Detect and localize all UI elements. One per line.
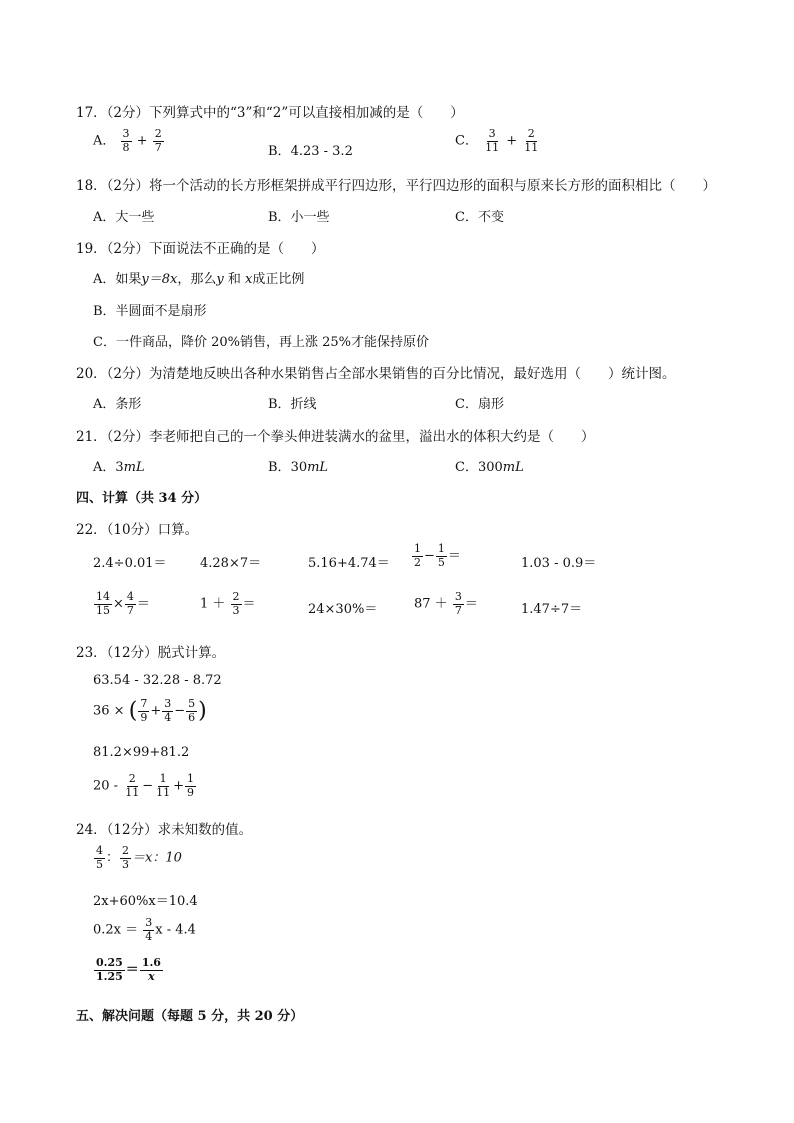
q20-option-c: C．扇形 bbox=[455, 397, 504, 412]
q22-item: $\frac{1}{2}$ − $\frac{1}{5}$ ＝ bbox=[414, 542, 461, 569]
q22-item: 87 ＋ $\frac{3}{7}$ ＝ bbox=[414, 590, 478, 617]
q22-item: 4.28×7＝ bbox=[200, 556, 262, 571]
q17-option-a: A． $\frac{3}{8}$ + $\frac{2}{7}$ bbox=[93, 127, 162, 154]
q20-option-b: B．折线 bbox=[268, 397, 317, 412]
q22-stem: 22．（10分）口算。 bbox=[76, 522, 199, 538]
q19-option-c: C．一件商品，降价 20%销售，再上涨 25%才能保持原价 bbox=[93, 335, 430, 350]
q21-option-a: A．3mL bbox=[93, 460, 145, 475]
q21-option-b: B．30mL bbox=[268, 460, 329, 475]
section-heading-calculation: 四、计算（共 34 分） bbox=[76, 491, 208, 506]
q20-stem: 20．（2分）为清楚地反映出各种水果销售占全部水果销售的百分比情况，最好选用（ ）统计图。 bbox=[76, 366, 676, 382]
q23-expression: 81.2×99+81.2 bbox=[93, 745, 190, 760]
q23-expression: 20 - $\frac{2}{11}$ − $\frac{1}{11}$ + $\frac{1}{9}$ bbox=[93, 772, 195, 799]
q21-option-c: C．300mL bbox=[455, 460, 524, 475]
q22-item: 1 ＋ $\frac{2}{3}$ ＝ bbox=[200, 590, 256, 617]
q18-option-a: A．大一些 bbox=[93, 210, 155, 225]
q21-stem: 21．（2分）李老师把自己的一个拳头伸进装满水的盆里，溢出水的体积大约是（ ） bbox=[76, 429, 595, 445]
q19-option-b: B．半圆面不是扇形 bbox=[93, 304, 207, 319]
q18-option-c: C．不变 bbox=[455, 210, 504, 225]
q22-item: $\frac{14}{15}$ × $\frac{4}{7}$ ＝ bbox=[96, 590, 150, 617]
q24-equation: $\frac{4}{5}$ ： $\frac{2}{3}$ ＝x：10 bbox=[96, 844, 182, 871]
q24-equation: 2x+60%x＝10.4 bbox=[93, 894, 198, 909]
q22-item: 24×30%＝ bbox=[308, 602, 378, 617]
q19-option-a: A．如果y＝8x，那么y 和 x成正比例 bbox=[93, 272, 305, 287]
q17-stem: 17．（2分）下列算式中的“3”和“2”可以直接相加减的是（ ） bbox=[76, 105, 464, 121]
q22-item: 1.47÷7＝ bbox=[521, 602, 583, 617]
q23-expression: 36 × ( $\frac{7}{9}$ + $\frac{3}{4}$ − $\frac{5}{6}$ ) bbox=[93, 697, 207, 724]
q18-option-b: B．小一些 bbox=[268, 210, 330, 225]
q24-equation: 0.2x ＝ $\frac{3}{4}$ x - 4.4 bbox=[93, 916, 196, 943]
q22-item: 1.03 - 0.9＝ bbox=[521, 556, 597, 571]
section-heading-problem-solving: 五、解决问题（每题 5 分，共 20 分） bbox=[76, 1009, 304, 1024]
q23-stem: 23．（12分）脱式计算。 bbox=[76, 645, 226, 661]
q22-item: 2.4÷0.01＝ bbox=[93, 556, 167, 571]
q20-option-a: A．条形 bbox=[93, 397, 142, 412]
q22-item: 5.16+4.74＝ bbox=[308, 556, 390, 571]
q17-option-b: B．4.23 - 3.2 bbox=[268, 144, 353, 159]
q24-equation: $\frac{0.25}{1.25}$ ＝ $\frac{1.6}{x}$ bbox=[96, 956, 161, 983]
q24-stem: 24．（12分）求未知数的值。 bbox=[76, 822, 253, 838]
q17-option-c: C． $\frac{3}{11}$ + $\frac{2}{11}$ bbox=[455, 127, 539, 154]
q18-stem: 18．（2分）将一个活动的长方形框架拼成平行四边形，平行四边形的面积与原来长方形的面积相比（ ） bbox=[76, 178, 717, 194]
q23-expression: 63.54 - 32.28 - 8.72 bbox=[93, 673, 222, 688]
q19-stem: 19．（2分）下面说法不正确的是（ ） bbox=[76, 241, 325, 257]
